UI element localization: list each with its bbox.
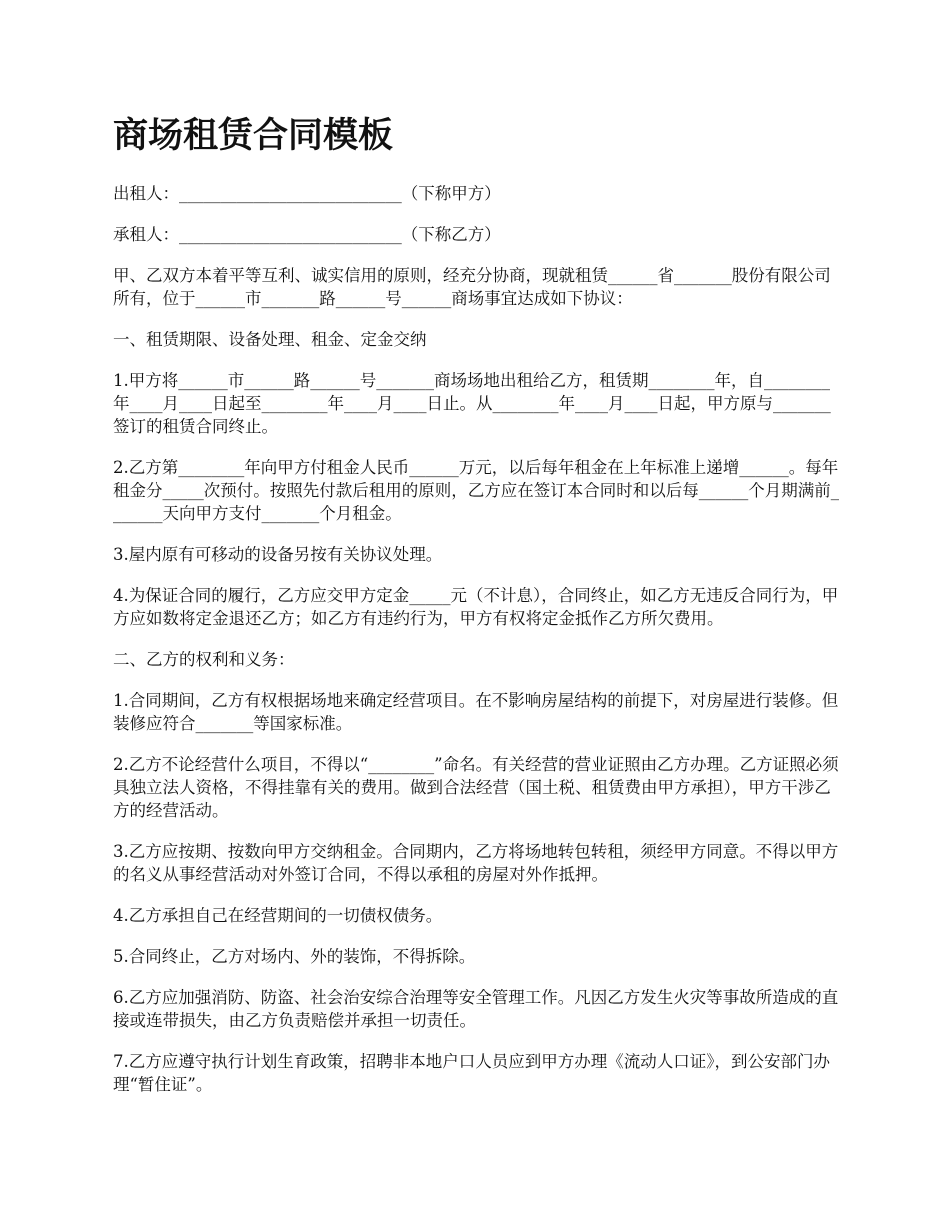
paragraph-preamble: 甲、乙双方本着平等互利、诚实信用的原则，经充分协商，现就租赁______省_______股份有限公司所有，位于______市_______路______号______商场事宜达成如下协议：	[113, 266, 831, 308]
clause-2-4: 4.乙方承担自己在经营期间的一切债权债务。	[113, 906, 443, 925]
clause-2-2: 2.乙方不论经营什么项目，不得以“________”命名。有关经营的营业证照由乙方办理。乙方证照必须具独立法人资格，不得挂靠有关的费用。做到合法经营（国土税、租赁费由甲方承担），甲方干涉乙方的经营活动。	[113, 755, 839, 820]
clause-2-7: 7.乙方应遵守执行计划生育政策，招聘非本地户口人员应到甲方办理《流动人口证》，到公安部门办理“暂住证”。	[113, 1052, 830, 1094]
clause-2-6: 6.乙方应加强消防、防盗、社会治安综合治理等安全管理工作。凡因乙方发生火灾等事故所造成的直接或连带损失，由乙方负责赔偿并承担一切责任。	[113, 988, 839, 1030]
clause-1-4: 4.为保证合同的履行，乙方应交甲方定金_____元（不计息），合同终止，如乙方无违反合同行为，甲方应如数将定金退还乙方；如乙方有违约行为，甲方有权将定金抵作乙方所欠费用。	[113, 586, 839, 628]
clause-1-1: 1.甲方将______市______路______号_______商场场地出租给乙方，租赁期________年，自________年____月____日起至________年____月____日止。从________年____月____日起，甲方原与_______签订的租赁合同终止。	[113, 371, 831, 436]
document-title: 商场租赁合同模板	[113, 115, 394, 156]
section-heading-1: 一、租赁期限、设备处理、租金、定金交纳	[113, 330, 427, 349]
clause-1-2: 2.乙方第________年向甲方付租金人民币______万元，以后每年租金在上年标准上递增______。每年租金分_____次预付。按照先付款后租用的原则，乙方应在签订本合同时和以后每______个月期满前_______天向甲方支付_______个月租金。	[113, 458, 839, 523]
paragraph-lessor: 出租人：___________________________（下称甲方）	[113, 184, 501, 203]
document-page	[113, 112, 843, 1114]
clause-2-5: 5.合同终止，乙方对场内、外的装饰，不得拆除。	[113, 947, 476, 966]
clause-2-3: 3.乙方应按期、按数向甲方交纳租金。合同期内，乙方将场地转包转租，须经甲方同意。不得以甲方的名义从事经营活动对外签订合同，不得以承租的房屋对外作抵押。	[113, 842, 839, 884]
paragraph-lessee: 承租人：___________________________（下称乙方）	[113, 225, 501, 244]
clause-2-1: 1.合同期间，乙方有权根据场地来确定经营项目。在不影响房屋结构的前提下，对房屋进行装修。但装修应符合_______等国家标准。	[113, 691, 839, 733]
section-heading-2: 二、乙方的权利和义务：	[113, 650, 295, 669]
clause-1-3: 3.屋内原有可移动的设备另按有关协议处理。	[113, 545, 443, 564]
